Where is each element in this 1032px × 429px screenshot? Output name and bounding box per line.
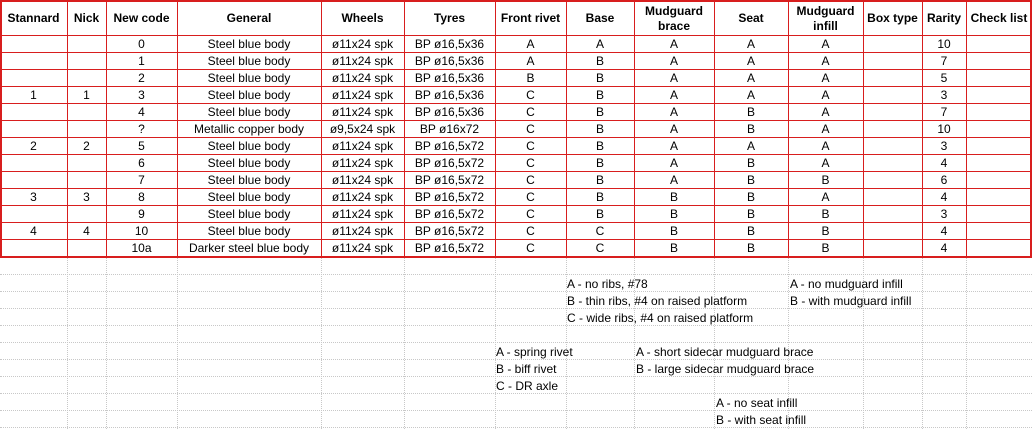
legend-brace-b: B - large sidecar mudguard brace bbox=[636, 362, 815, 376]
cell-new-code[interactable]: 1 bbox=[138, 54, 145, 68]
cell-general[interactable]: Steel blue body bbox=[207, 190, 291, 204]
cell-front-rivet[interactable]: C bbox=[526, 122, 535, 136]
cell-tyres[interactable]: BP ø16x72 bbox=[419, 122, 480, 136]
cell-mudguard-infill[interactable]: B bbox=[821, 173, 830, 187]
cell-tyres[interactable]: BP ø16,5x72 bbox=[414, 156, 485, 170]
cell-new-code[interactable]: 7 bbox=[138, 173, 145, 187]
cell-front-rivet[interactable]: C bbox=[526, 139, 535, 153]
cell-rarity[interactable]: 7 bbox=[940, 54, 948, 68]
cell-seat[interactable]: B bbox=[746, 105, 755, 119]
cell-nick[interactable] bbox=[67, 36, 106, 53]
cell-seat[interactable]: B bbox=[746, 156, 755, 170]
cell-box-type[interactable] bbox=[863, 206, 922, 223]
cell-wheels[interactable]: ø11x24 spk bbox=[331, 224, 394, 238]
cell-base[interactable]: B bbox=[595, 105, 604, 119]
cell-mudguard-brace[interactable]: A bbox=[669, 37, 678, 51]
cell-tyres[interactable]: BP ø16,5x36 bbox=[414, 71, 485, 85]
cell-base[interactable]: B bbox=[595, 122, 604, 136]
cell-mudguard-infill[interactable]: B bbox=[821, 224, 830, 238]
cell-seat[interactable]: A bbox=[746, 88, 755, 102]
cell-seat[interactable]: A bbox=[746, 139, 755, 153]
cell-nick[interactable] bbox=[67, 70, 106, 87]
cell-rarity[interactable]: 4 bbox=[940, 224, 948, 238]
header-stannard[interactable]: Stannard bbox=[7, 11, 60, 25]
cell-box-type[interactable] bbox=[863, 87, 922, 104]
header-mudguard-infill[interactable]: Mudguard infill bbox=[796, 3, 855, 33]
cell-general[interactable]: Steel blue body bbox=[207, 54, 291, 68]
cell-mudguard-brace[interactable]: A bbox=[669, 54, 678, 68]
cell-stannard[interactable] bbox=[0, 70, 67, 87]
cell-stannard[interactable]: 2 bbox=[30, 139, 37, 153]
cell-wheels[interactable]: ø11x24 spk bbox=[331, 173, 394, 187]
cell-stannard[interactable] bbox=[0, 206, 67, 223]
cell-wheels[interactable]: ø11x24 spk bbox=[331, 105, 394, 119]
cell-new-code[interactable]: 4 bbox=[138, 105, 145, 119]
cell-mudguard-infill[interactable]: A bbox=[821, 88, 830, 102]
cell-tyres[interactable]: BP ø16,5x72 bbox=[414, 207, 485, 221]
cell-nick[interactable] bbox=[67, 206, 106, 223]
cell-check-list[interactable] bbox=[966, 87, 1032, 104]
cell-front-rivet[interactable]: C bbox=[526, 156, 535, 170]
cell-base[interactable]: B bbox=[595, 173, 604, 187]
cell-front-rivet[interactable]: C bbox=[526, 105, 535, 119]
cell-rarity[interactable]: 4 bbox=[940, 190, 948, 204]
cell-check-list[interactable] bbox=[966, 240, 1032, 257]
cell-seat[interactable]: B bbox=[746, 173, 755, 187]
cell-nick[interactable] bbox=[67, 172, 106, 189]
cell-general[interactable]: Steel blue body bbox=[207, 173, 291, 187]
cell-new-code[interactable]: 6 bbox=[138, 156, 145, 170]
cell-new-code[interactable]: 10a bbox=[131, 241, 152, 255]
header-front-rivet[interactable]: Front rivet bbox=[500, 11, 561, 25]
cell-mudguard-infill[interactable]: A bbox=[821, 71, 830, 85]
cell-box-type[interactable] bbox=[863, 53, 922, 70]
cell-box-type[interactable] bbox=[863, 155, 922, 172]
cell-stannard[interactable]: 4 bbox=[30, 224, 37, 238]
cell-seat[interactable]: B bbox=[746, 122, 755, 136]
cell-mudguard-infill[interactable]: A bbox=[821, 105, 830, 119]
header-seat[interactable]: Seat bbox=[738, 11, 764, 25]
cell-mudguard-brace[interactable]: A bbox=[669, 71, 678, 85]
cell-wheels[interactable]: ø11x24 spk bbox=[331, 88, 394, 102]
cell-wheels[interactable]: ø11x24 spk bbox=[331, 54, 394, 68]
cell-seat[interactable]: A bbox=[746, 54, 755, 68]
cell-mudguard-infill[interactable]: A bbox=[821, 156, 830, 170]
cell-general[interactable]: Steel blue body bbox=[207, 37, 291, 51]
cell-check-list[interactable] bbox=[966, 104, 1032, 121]
cell-stannard[interactable] bbox=[0, 36, 67, 53]
cell-general[interactable]: Steel blue body bbox=[207, 224, 291, 238]
cell-mudguard-brace[interactable]: A bbox=[669, 88, 678, 102]
cell-mudguard-brace[interactable]: B bbox=[669, 224, 678, 238]
cell-general[interactable]: Steel blue body bbox=[207, 207, 291, 221]
cell-nick[interactable] bbox=[67, 104, 106, 121]
cell-check-list[interactable] bbox=[966, 53, 1032, 70]
legend-infill-b: B - with mudguard infill bbox=[790, 294, 912, 308]
header-mudguard-brace[interactable]: Mudguard brace bbox=[645, 3, 703, 33]
cell-stannard[interactable] bbox=[0, 104, 67, 121]
cell-stannard[interactable] bbox=[0, 240, 67, 257]
cell-seat[interactable]: B bbox=[746, 207, 755, 221]
cell-general[interactable]: Steel blue body bbox=[207, 88, 291, 102]
cell-wheels[interactable]: ø11x24 spk bbox=[331, 190, 394, 204]
cell-rarity[interactable]: 3 bbox=[940, 139, 948, 153]
cell-base[interactable]: B bbox=[595, 71, 604, 85]
cell-rarity[interactable]: 3 bbox=[940, 207, 948, 221]
cell-box-type[interactable] bbox=[863, 172, 922, 189]
cell-rarity[interactable]: 7 bbox=[940, 105, 948, 119]
cell-general[interactable]: Steel blue body bbox=[207, 105, 291, 119]
cell-mudguard-brace[interactable]: B bbox=[669, 190, 678, 204]
cell-new-code[interactable]: 8 bbox=[138, 190, 145, 204]
cell-stannard[interactable] bbox=[0, 121, 67, 138]
cell-tyres[interactable]: BP ø16,5x36 bbox=[414, 105, 485, 119]
cell-check-list[interactable] bbox=[966, 155, 1032, 172]
cell-new-code[interactable]: 3 bbox=[138, 88, 145, 102]
cell-new-code[interactable]: ? bbox=[138, 122, 145, 136]
cell-wheels[interactable]: ø11x24 spk bbox=[331, 241, 394, 255]
legend-base-b: B - thin ribs, #4 on raised platform bbox=[567, 294, 748, 308]
cell-rarity[interactable]: 6 bbox=[940, 173, 948, 187]
cell-wheels[interactable]: ø11x24 spk bbox=[331, 139, 394, 153]
cell-base[interactable]: A bbox=[595, 37, 604, 51]
cell-tyres[interactable]: BP ø16,5x36 bbox=[414, 54, 485, 68]
cell-check-list[interactable] bbox=[966, 189, 1032, 206]
cell-check-list[interactable] bbox=[966, 223, 1032, 240]
cell-box-type[interactable] bbox=[863, 240, 922, 257]
cell-front-rivet[interactable]: A bbox=[526, 37, 535, 51]
cell-mudguard-brace[interactable]: A bbox=[669, 139, 678, 153]
cell-box-type[interactable] bbox=[863, 121, 922, 138]
cell-mudguard-infill[interactable]: A bbox=[821, 122, 830, 136]
cell-nick[interactable]: 3 bbox=[83, 190, 90, 204]
header-box-type[interactable]: Box type bbox=[867, 11, 918, 25]
cell-mudguard-brace[interactable]: A bbox=[669, 122, 678, 136]
cell-tyres[interactable]: BP ø16,5x36 bbox=[414, 37, 485, 51]
header-new-code[interactable]: New code bbox=[113, 11, 170, 25]
header-nick[interactable]: Nick bbox=[73, 11, 100, 25]
cell-new-code[interactable]: 9 bbox=[138, 207, 145, 221]
cell-base[interactable]: B bbox=[595, 156, 604, 170]
cell-wheels[interactable]: ø11x24 spk bbox=[331, 207, 394, 221]
cell-tyres[interactable]: BP ø16,5x72 bbox=[414, 224, 485, 238]
header-rarity[interactable]: Rarity bbox=[926, 11, 961, 25]
cell-base[interactable]: C bbox=[595, 241, 605, 255]
cell-rarity[interactable]: 4 bbox=[940, 156, 948, 170]
legend-infill-a: A - no mudguard infill bbox=[790, 277, 903, 291]
cell-stannard[interactable]: 3 bbox=[30, 190, 37, 204]
cell-nick[interactable] bbox=[67, 155, 106, 172]
cell-rarity[interactable]: 5 bbox=[940, 71, 948, 85]
cell-stannard[interactable] bbox=[0, 172, 67, 189]
cell-check-list[interactable] bbox=[966, 172, 1032, 189]
legend-seat-b: B - with seat infill bbox=[716, 413, 807, 427]
cell-front-rivet[interactable]: C bbox=[526, 241, 535, 255]
header-check-list[interactable]: Check list bbox=[970, 11, 1028, 25]
cell-front-rivet[interactable]: C bbox=[526, 207, 535, 221]
cell-tyres[interactable]: BP ø16,5x72 bbox=[414, 190, 485, 204]
cell-general[interactable]: Steel blue body bbox=[207, 156, 291, 170]
cell-wheels[interactable]: ø11x24 spk bbox=[331, 37, 394, 51]
cell-rarity[interactable]: 3 bbox=[940, 88, 948, 102]
cell-rarity[interactable]: 10 bbox=[937, 122, 951, 136]
legend-rivet-c: C - DR axle bbox=[496, 379, 559, 393]
legend-rivet-a: A - spring rivet bbox=[496, 345, 573, 359]
cell-seat[interactable]: B bbox=[746, 241, 755, 255]
cell-mudguard-infill[interactable]: B bbox=[821, 241, 830, 255]
cell-mudguard-brace[interactable]: B bbox=[669, 207, 678, 221]
cell-seat[interactable]: B bbox=[746, 190, 755, 204]
cell-seat[interactable]: B bbox=[746, 224, 755, 238]
legend-seat-a: A - no seat infill bbox=[716, 396, 798, 410]
cell-base[interactable]: B bbox=[595, 139, 604, 153]
cell-rarity[interactable]: 4 bbox=[940, 241, 948, 255]
cell-tyres[interactable]: BP ø16,5x72 bbox=[414, 173, 485, 187]
cell-front-rivet[interactable]: A bbox=[526, 54, 535, 68]
cell-general[interactable]: Steel blue body bbox=[207, 139, 291, 153]
cell-mudguard-brace[interactable]: B bbox=[669, 241, 678, 255]
cell-stannard[interactable] bbox=[0, 53, 67, 70]
cell-new-code[interactable]: 10 bbox=[134, 224, 149, 238]
cell-mudguard-infill[interactable]: A bbox=[821, 54, 830, 68]
cell-box-type[interactable] bbox=[863, 189, 922, 206]
cell-box-type[interactable] bbox=[863, 138, 922, 155]
cell-box-type[interactable] bbox=[863, 223, 922, 240]
cell-rarity[interactable]: 10 bbox=[937, 37, 951, 51]
cell-box-type[interactable] bbox=[863, 104, 922, 121]
cell-new-code[interactable]: 2 bbox=[138, 71, 145, 85]
cell-check-list[interactable] bbox=[966, 70, 1032, 87]
cell-check-list[interactable] bbox=[966, 121, 1032, 138]
cell-front-rivet[interactable]: C bbox=[526, 173, 535, 187]
header-wheels[interactable]: Wheels bbox=[341, 11, 384, 25]
cell-nick[interactable] bbox=[67, 240, 106, 257]
cell-wheels[interactable]: ø11x24 spk bbox=[331, 156, 394, 170]
legend-base-a: A - no ribs, #78 bbox=[567, 277, 648, 291]
cell-box-type[interactable] bbox=[863, 70, 922, 87]
cell-tyres[interactable]: BP ø16,5x72 bbox=[414, 139, 485, 153]
cell-wheels[interactable]: ø9,5x24 spk bbox=[329, 122, 396, 136]
cell-nick[interactable]: 2 bbox=[83, 139, 90, 153]
cell-general[interactable]: Darker steel blue body bbox=[188, 241, 310, 255]
cell-mudguard-brace[interactable]: A bbox=[669, 156, 678, 170]
cell-new-code[interactable]: 5 bbox=[138, 139, 145, 153]
cell-check-list[interactable] bbox=[966, 138, 1032, 155]
legend-brace-a: A - short sidecar mudguard brace bbox=[636, 345, 814, 359]
cell-nick[interactable] bbox=[67, 53, 106, 70]
cell-box-type[interactable] bbox=[863, 36, 922, 53]
cell-stannard[interactable] bbox=[0, 155, 67, 172]
header-tyres[interactable]: Tyres bbox=[433, 11, 466, 25]
cell-mudguard-brace[interactable]: A bbox=[669, 173, 678, 187]
cell-base[interactable]: C bbox=[595, 224, 605, 238]
cell-seat[interactable]: A bbox=[746, 37, 755, 51]
cell-wheels[interactable]: ø11x24 spk bbox=[331, 71, 394, 85]
cell-mudguard-brace[interactable]: A bbox=[669, 105, 678, 119]
cell-base[interactable]: B bbox=[595, 190, 604, 204]
header-base[interactable]: Base bbox=[585, 11, 615, 25]
cell-front-rivet[interactable]: C bbox=[526, 88, 535, 102]
cell-nick[interactable]: 1 bbox=[83, 88, 90, 102]
cell-base[interactable]: B bbox=[595, 54, 604, 68]
legend-base-c: C - wide ribs, #4 on raised platform bbox=[567, 311, 754, 325]
cell-tyres[interactable]: BP ø16,5x36 bbox=[414, 88, 485, 102]
cell-mudguard-infill[interactable]: A bbox=[821, 37, 830, 51]
cell-new-code[interactable]: 0 bbox=[138, 37, 145, 51]
cell-check-list[interactable] bbox=[966, 36, 1032, 53]
cell-tyres[interactable]: BP ø16,5x72 bbox=[414, 241, 485, 255]
cell-front-rivet[interactable]: C bbox=[526, 190, 535, 204]
cell-mudguard-infill[interactable]: A bbox=[821, 139, 830, 153]
cell-mudguard-infill[interactable]: B bbox=[821, 207, 830, 221]
cell-base[interactable]: B bbox=[595, 88, 604, 102]
cell-general[interactable]: Steel blue body bbox=[207, 71, 291, 85]
cell-seat[interactable]: A bbox=[746, 71, 755, 85]
cell-nick[interactable] bbox=[67, 121, 106, 138]
header-general[interactable]: General bbox=[226, 11, 272, 25]
cell-front-rivet[interactable]: B bbox=[526, 71, 535, 85]
cell-general[interactable]: Metallic copper body bbox=[193, 122, 305, 136]
cell-nick[interactable]: 4 bbox=[83, 224, 90, 238]
cell-mudguard-infill[interactable]: A bbox=[821, 190, 830, 204]
cell-front-rivet[interactable]: C bbox=[526, 224, 535, 238]
cell-stannard[interactable]: 1 bbox=[30, 88, 37, 102]
legend-rivet-b: B - biff rivet bbox=[496, 362, 557, 376]
cell-base[interactable]: B bbox=[595, 207, 604, 221]
cell-check-list[interactable] bbox=[966, 206, 1032, 223]
